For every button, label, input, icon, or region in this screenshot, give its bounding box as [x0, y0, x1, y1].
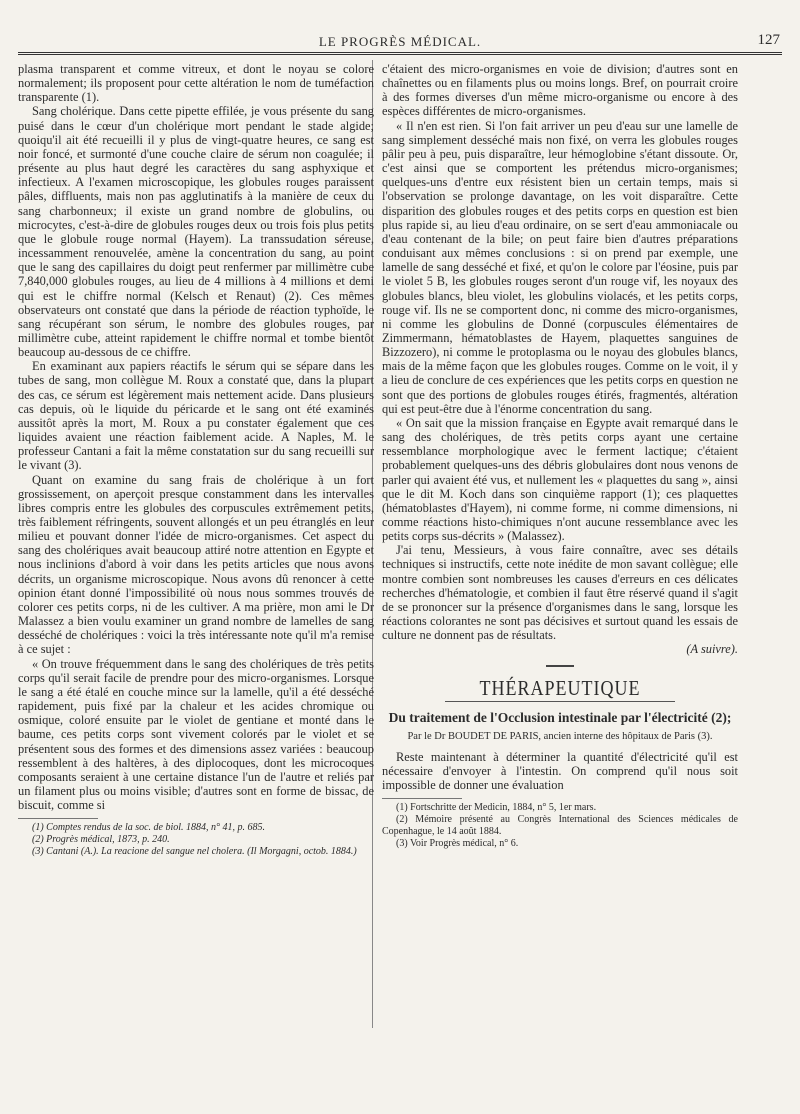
footnote: (3) Voir Progrès médical, n° 6.: [396, 838, 519, 850]
paragraph: Reste maintenant à déterminer la quantité d'électricité qu'il est nécessaire d'envoyer à l'intestin. On comprend qu'il nous soit impossible de donner une évaluation: [382, 749, 738, 793]
footnote: (3) Cantani (A.). La reacione del sangue nel cholera. (Il Morgagni, octob. 1884.): [32, 846, 357, 858]
byline: Par le Dr BOUDET DE PARIS, ancien interne des hôpitaux de Paris (3).: [407, 730, 713, 742]
right-column: [382, 62, 738, 850]
paragraph: c'étaient des micro-organismes en voie de division; d'autres sont en chaînettes ou en filaments plus ou moins longs. Bref, on pourrait croire à des formes diverses d'un même micro-organisme ou encore à des espèces différentes de micro-organismes.: [382, 62, 738, 119]
footnote: (2) Progrès médical, 1873, p. 240.: [32, 834, 170, 846]
paragraph: plasma transparent et comme vitreux, et dont le noyau se colore normalement; ils proposent pour cette altération le nom de tuméfaction transparente (1).: [18, 62, 374, 105]
running-head: [18, 30, 782, 55]
footnote-rule: [382, 798, 462, 799]
paragraph: J'ai tenu, Messieurs, à vous faire connaître, avec ses détails techniques si instructifs, cette note inédite de mon savant collègue; elle montre combien sont nombreuses les causes d'erreurs en ces délicates recherches d'hématologie, et combien il faut être réservé quand il s'agit de se prononcer sur la présence d'organismes dans le sang, lorsque les réactions colorantes ne sont pas décisives et surtout quand les essais de culture ne donnent pas de résultats.: [382, 543, 738, 643]
article-title: Du traitement de l'Occlusion intestinale par l'électricité (2);: [388, 709, 732, 725]
paragraph: « On trouve fréquemment dans le sang des cholériques de très petits corps qu'il serait facile de prendre pour des micro-organismes. Lorsque le sang a été étalé en couche mince sur la lamelle, qu'il a été desséché rapidement, puis fixé par la chaleur et les acides chromique ou osmique, coloré ensuite par le violet de gentiane et monté dans le baume, ces petits corps sont vivement colorés par le violet et se présentent sous des formes et des dimensions assez variées : beaucoup ressemblent à des haltères, à des diplocoques, dont les microcoques composants seraient à une certaine distance l'un de l'autre et reliés par un filament plus ou moins visible; d'autres sont en forme de bissac, de biscuit, comme si: [18, 656, 374, 813]
to-be-continued: (A suivre).: [686, 642, 738, 657]
page-number: 127: [757, 32, 780, 48]
section-title: THÉRAPEUTIQUE: [479, 676, 641, 700]
section-separator: [546, 665, 574, 667]
footnote: (2) Mémoire présenté au Congrès International des Sciences médicales de Copenhague, le 14 août 1884.: [382, 814, 738, 838]
journal-title: LE PROGRÈS MÉDICAL.: [318, 34, 482, 49]
paragraph: Quant on examine du sang frais de cholérique à un fort grossissement, on aperçoit presque constamment dans les intervalles libres compris entre les globules des corpuscules extrêmement petits, très faiblement réfringents, souvent allongés et un peu étranglés en leur milieu et pouvant donner l'idée de micro-organismes. Cet aspect du sang des cholériques avait beaucoup attiré notre attention en Egypte et nous inclinions d'abord à voir dans les petits articles que nous avons décrits, un organisme microscopique. Nous avons dû renoncer à cette opinion étant donné l'impossibilité où nous nous sommes trouvés de colorer ces petits corps, ni de les cultiver. A ma prière, mon ami le Dr Malassez a bien voulu examiner un grand nombre de lamelles de sang desséché de cholériques : voici la très intéressante note qu'il m'a remise à ce sujet :: [18, 472, 374, 657]
paragraph: « On sait que la mission française en Egypte avait remarqué dans le sang des cholériques, de très petits corps ayant une certaine ressemblance morphologique avec le ferment lactique; c'étaient probablement quelques-uns des débris globulaires dont nous venons de parler qui avaient été vus, et nullement les « plaquettes du sang », ainsi que le dit M. Koch dans son cinquième rapport (1); ces plaquettes (hématoblastes d'Hayem), ni comme forme, ni comme dimensions, ni comme réactions histo-chimiques n'ont aucune ressemblance avec les petits corps sus-décrits » (Malassez).: [382, 415, 738, 544]
paragraph: Sang cholérique. Dans cette pipette effilée, je vous présente du sang puisé dans le cœur d'un cholérique mort pendant le stade algide; quoiqu'il ait été recueilli il y plus de vingt-quatre heures, ce sang est noir foncé, et surmonté d'une couche claire de sérum non coagulée; il présente au plus haut degré les caractères du sang asphyxique et infectieux. A l'examen microscopique, les globules rouges paraissent pâles, diffluents, mais non pas agglutinatifs à la manière de ceux du sang charbonneux; il existe un grand nombre de globulins, ou microcytes, c'est-à-dire de globules rouges deux ou trois fois plus petits que le globule rouge normal (Hayem). La transsudation séreuse, incessamment renouvelée, amène la concentration du sang, au point que le sang des capillaires du doigt peut renfermer par millimètre cube 7,840,000 globules rouges, au lieu de 4 millions à 4 millions et demi qui est le chiffre normal (Kelsch et Renaut) (2). Ces mêmes observateurs ont constaté que dans la période de réaction typhoïde, le sang récupérant son sérum, le nombre des globules rouges, par millimètre cube, atteint rapidement le chiffre normal et tombe bientôt beaucoup au-dessous de ce chiffre.: [18, 104, 374, 360]
footnote: (1) Comptes rendus de la soc. de biol. 1884, n° 41, p. 685.: [32, 822, 266, 834]
footnote: (1) Fortschritte der Medicin, 1884, n° 5, 1er mars.: [396, 802, 597, 814]
paragraph: « Il n'en est rien. Si l'on fait arriver un peu d'eau sur une lamelle de sang simplement desséché mais non fixé, on verra les globules rouges pâlir peu à peu, puis disparaître, leur hémoglobine s'étant dissoute. Or, c'est ainsi que se comportent les prétendus micro-organismes; quelques-uns d'entre eux résistent bien un certain temps, mais si l'observation se prolonge davantage, on les voit disparaître. Cette disparition des globules rouges et des petits corps en question est bien plus rapide si, au lieu d'eau ordinaire, on se sert d'eau ammoniacale ou d'eau contenant de la bile; on peut faire bien d'autres préparations conduisant aux mêmes conclusions : si on prend par exemple, une lamelle de sang desséché et fixé, et qu'on le colore par l'éosine, puis par le violet 5 B, les globules rouges seront d'un rouge vif, les noyaux des globules blancs, bleu violet, les globulins violacés, et les petits corps, rouge vif. Ils ne se comportent donc, ni comme des micro-organismes, ni comme les globulins de Donné (corpuscules élémentaires de Zimmermann, hématoblastes de Hayem, plaquettes sanguines de Bizzozero), ni comme le protoplasma ou le noyau des globules blancs, mais de la même façon que les globules rouges. Comme on le voit, il y a lieu de conclure de ces expériences que les petits corps en question ne sont que des portions de globules rouges étirés, fragmentés, altération qui est peut-être due à l'énorme concentration du sang.: [382, 118, 738, 416]
paragraph: En examinant aux papiers réactifs le sérum qui se sépare dans les tubes de sang, mon collègue M. Roux a constaté que, dans la plupart des cas, ce sérum est légèrement mais nettement acide. Dans plusieurs cas depuis, où le liquide du péricarde et le sang ont été examinés aussitôt après la mort, M. Roux a pu constater également que ces liquides avaient une réaction faiblement acide. A Naples, M. le professeur Cantani a fait la même constatation sur du sang recueilli sur le vivant (3).: [18, 359, 374, 473]
left-column: [18, 62, 374, 858]
footnote-rule: [18, 818, 98, 819]
section-rule: [445, 701, 675, 702]
